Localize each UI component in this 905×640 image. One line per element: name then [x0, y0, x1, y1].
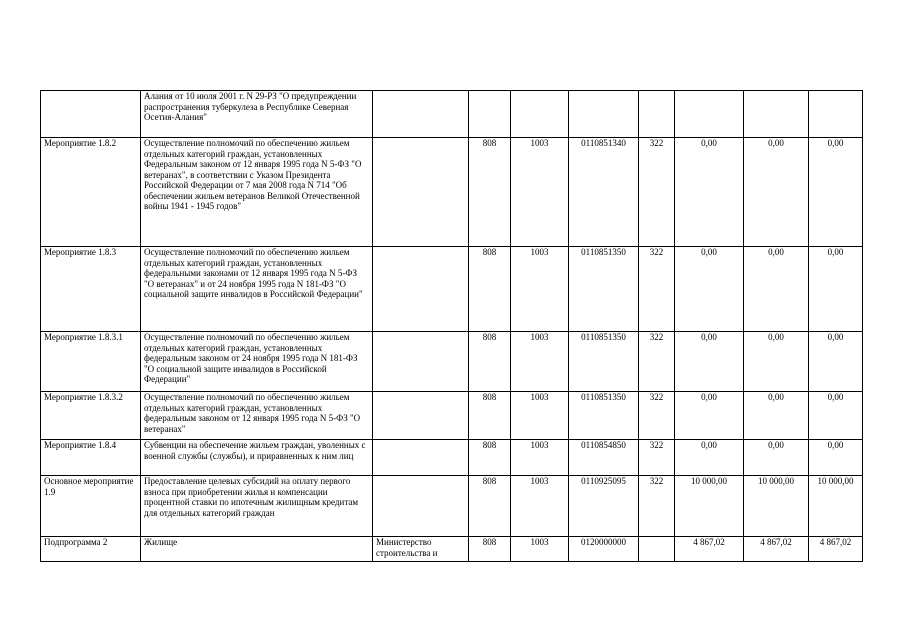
row-csr-cell: 0120000000: [569, 537, 639, 562]
row-csr-cell: 0110925095: [569, 476, 639, 537]
row-rzpr-cell: 1003: [511, 392, 569, 440]
row-year2-cell: 0,00: [744, 247, 809, 332]
row-year2-cell: 0,00: [744, 332, 809, 392]
table-row: [41, 476, 863, 537]
row-grbs-cell: 808: [469, 537, 511, 562]
table-row: [41, 91, 863, 138]
row-year3-cell: 0,00: [809, 247, 863, 332]
row-year1-cell: 0,00: [675, 247, 744, 332]
row-year2-cell: 0,00: [744, 440, 809, 476]
row-description-cell: Осуществление полномочий по обеспечению жильем отдельных категорий граждан, установленных Федеральным законом от 12 января 1995 года N 5-ФЗ "О ветеранах", в соответствии с Указом Президента Российской Федерации от 7 мая 2008 года N 714 "Об обеспечении жильем ветеранов Великой Отечественной войны 1941 - 1945 годов": [141, 138, 373, 247]
row-year1-cell: 0,00: [675, 392, 744, 440]
row-description-cell: Осуществление полномочий по обеспечению жильем отдельных категорий граждан, установленных федеральным законом от 24 ноября 1995 года N 181-ФЗ "О социальной защите инвалидов в Российской Федерации": [141, 332, 373, 392]
row-description-cell: Алания от 10 июля 2001 г. N 29-РЗ "О предупреждении распространения туберкулеза в Республике Северная Осетия-Алания": [141, 91, 373, 138]
row-name-cell: Подпрограмма 2: [41, 537, 141, 562]
table-row: [41, 138, 863, 247]
row-year3-cell: [809, 91, 863, 138]
row-grbs-cell: [469, 91, 511, 138]
row-year1-cell: 10 000,00: [675, 476, 744, 537]
row-year1-cell: [675, 91, 744, 138]
row-rzpr-cell: 1003: [511, 537, 569, 562]
row-name-cell: Основное мероприятие 1.9: [41, 476, 141, 537]
row-vr-cell: 322: [639, 440, 675, 476]
row-description-cell: Субвенции на обеспечение жильем граждан, уволенных с военной службы (службы), и приравненных к ним лиц: [141, 440, 373, 476]
row-year1-cell: 4 867,02: [675, 537, 744, 562]
row-name-cell: Мероприятие 1.8.3.2: [41, 392, 141, 440]
row-description-cell: Предоставление целевых субсидий на оплату первого взноса при приобретении жилья и компенсации процентной ставки по ипотечным жилищным кредитам для отдельных категорий граждан: [141, 476, 373, 537]
row-rzpr-cell: [511, 91, 569, 138]
table-row: [41, 537, 863, 562]
row-year3-cell: 0,00: [809, 138, 863, 247]
row-vr-cell: 322: [639, 247, 675, 332]
row-name-cell: Мероприятие 1.8.4: [41, 440, 141, 476]
row-csr-cell: 0110851340: [569, 138, 639, 247]
row-rzpr-cell: 1003: [511, 440, 569, 476]
row-year3-cell: 0,00: [809, 440, 863, 476]
row-description-cell: Осуществление полномочий по обеспечению жильем отдельных категорий граждан, установленных федеральным законом от 12 января 1995 года N 5-ФЗ "О ветеранах": [141, 392, 373, 440]
row-responsible-cell: [373, 440, 469, 476]
row-responsible-cell: [373, 247, 469, 332]
table-row: [41, 332, 863, 392]
row-rzpr-cell: 1003: [511, 476, 569, 537]
table-row: [41, 392, 863, 440]
row-vr-cell: 322: [639, 332, 675, 392]
row-csr-cell: 0110854850: [569, 440, 639, 476]
row-csr-cell: 0110851350: [569, 392, 639, 440]
row-year1-cell: 0,00: [675, 332, 744, 392]
row-description-cell: Жилище: [141, 537, 373, 562]
row-csr-cell: 0110851350: [569, 247, 639, 332]
row-responsible-cell: [373, 138, 469, 247]
row-year2-cell: 10 000,00: [744, 476, 809, 537]
row-name-cell: Мероприятие 1.8.3: [41, 247, 141, 332]
row-year2-cell: 4 867,02: [744, 537, 809, 562]
budget-table: [40, 90, 863, 562]
row-vr-cell: [639, 537, 675, 562]
row-grbs-cell: 808: [469, 138, 511, 247]
row-year2-cell: [744, 91, 809, 138]
row-grbs-cell: 808: [469, 247, 511, 332]
row-responsible-cell: Министерство строительства и: [373, 537, 469, 562]
row-responsible-cell: [373, 332, 469, 392]
row-grbs-cell: 808: [469, 392, 511, 440]
row-year3-cell: 10 000,00: [809, 476, 863, 537]
row-description-cell: Осуществление полномочий по обеспечению жильем отдельных категорий граждан, установленных федеральными законами от 12 января 1995 года N 5-ФЗ "О ветеранах" и от 24 ноября 1995 года N 181-ФЗ "О социальной защите инвалидов в Российской Федерации": [141, 247, 373, 332]
row-year1-cell: 0,00: [675, 440, 744, 476]
row-year3-cell: 0,00: [809, 332, 863, 392]
row-vr-cell: 322: [639, 476, 675, 537]
row-year2-cell: 0,00: [744, 138, 809, 247]
row-name-cell: Мероприятие 1.8.2: [41, 138, 141, 247]
row-name-cell: Мероприятие 1.8.3.1: [41, 332, 141, 392]
row-grbs-cell: 808: [469, 476, 511, 537]
row-year3-cell: 4 867,02: [809, 537, 863, 562]
row-vr-cell: 322: [639, 392, 675, 440]
row-name-cell: [41, 91, 141, 138]
row-csr-cell: 0110851350: [569, 332, 639, 392]
row-rzpr-cell: 1003: [511, 332, 569, 392]
row-vr-cell: 322: [639, 138, 675, 247]
row-responsible-cell: [373, 392, 469, 440]
table-row: [41, 440, 863, 476]
row-year2-cell: 0,00: [744, 392, 809, 440]
row-responsible-cell: [373, 91, 469, 138]
row-rzpr-cell: 1003: [511, 138, 569, 247]
row-grbs-cell: 808: [469, 440, 511, 476]
row-year3-cell: 0,00: [809, 392, 863, 440]
row-responsible-cell: [373, 476, 469, 537]
row-vr-cell: [639, 91, 675, 138]
row-year1-cell: 0,00: [675, 138, 744, 247]
row-grbs-cell: 808: [469, 332, 511, 392]
row-csr-cell: [569, 91, 639, 138]
row-rzpr-cell: 1003: [511, 247, 569, 332]
table-row: [41, 247, 863, 332]
